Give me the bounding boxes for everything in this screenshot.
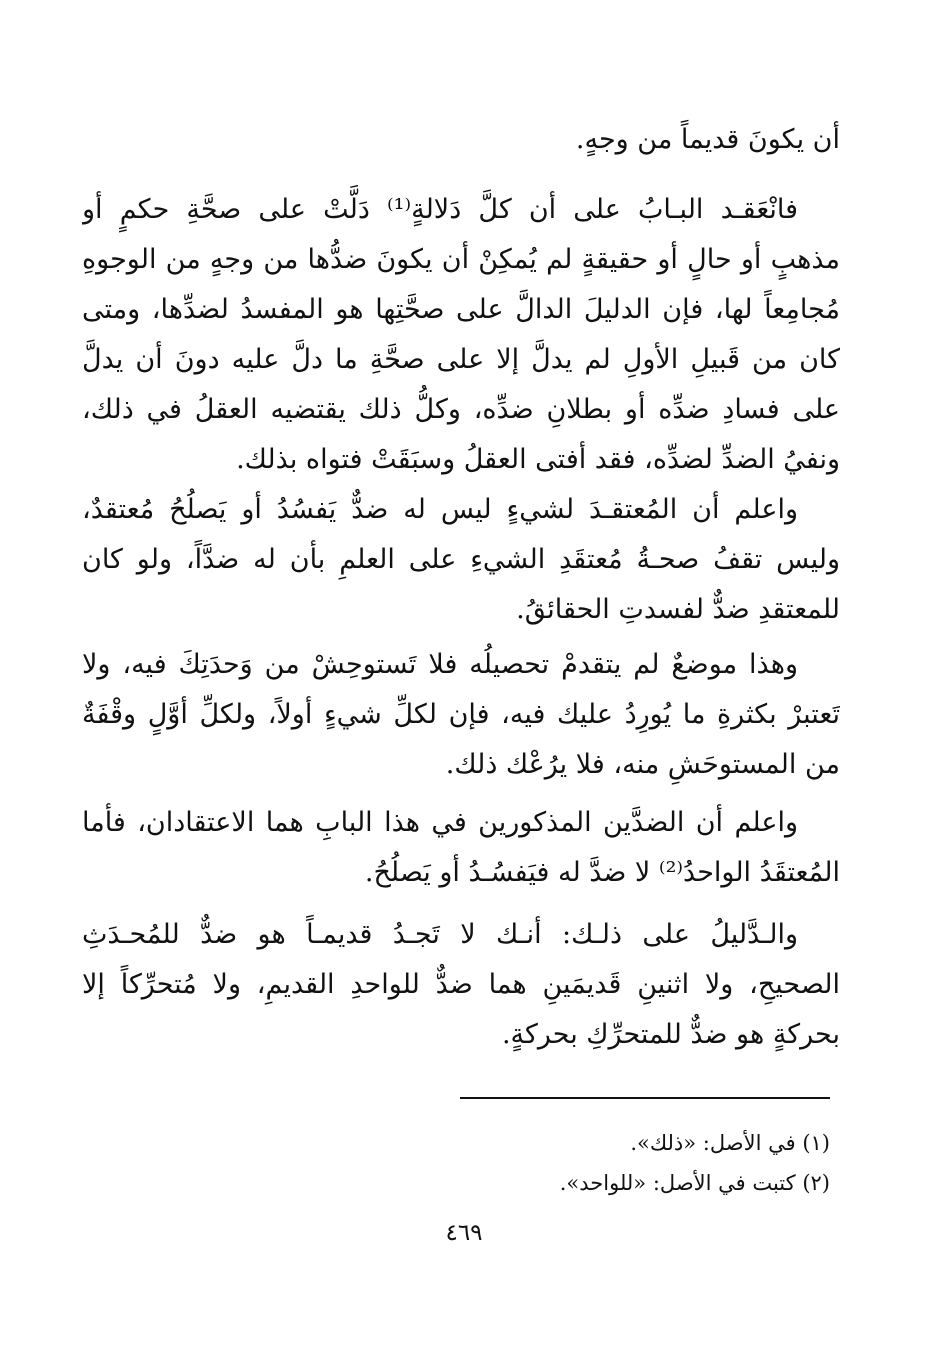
text-line: أن يكونَ قديماً من وجهٍ. — [575, 124, 840, 155]
paragraph-last-line: المُعتقَدُ الواحدُ⁽²⁾ لا ضدَّ له فيَفسُـدُ أو يَصلُحُ. — [364, 857, 840, 888]
paragraph-first-line: والـدَّليلُ على ذلـك: أنـك لا تَجـدُ قديمـاً هو ضدٌّ للمُحـدَثِ — [82, 919, 798, 950]
paragraph-last-line: للمعتقدِ ضدٌّ لفسدتِ الحقائقُ. — [516, 594, 840, 625]
text-line: كان من قَبيلِ الأولِ لم يدلَّ إلا على صحَّةِ ما دلَّ عليه دونَ أن يدلَّ — [82, 344, 840, 375]
footnote-separator — [460, 1097, 830, 1099]
paragraph-last-line: بحركةٍ هو ضدٌّ للمتحرِّكِ بحركةٍ. — [501, 1019, 840, 1050]
footnote-2: (٢) كتبت في الأصل: «للواحد». — [559, 1171, 830, 1195]
text-line: الصحيحِ، ولا اثنينِ قَديمَينِ هما ضدٌّ للواحدِ القديمِ، ولا مُتحرِّكاً إلا — [82, 969, 840, 1000]
paragraph-first-line: واعلم أن الضدَّين المذكورين في هذا البابِ هما الاعتقادان، فأما — [82, 807, 798, 838]
text-line: تَعتبرْ بكثرةِ ما يُورِدُ عليك فيه، فإن لكلِّ شيءٍ أولاً، ولكلِّ أوَّلٍ وقْفَةٌ — [82, 699, 840, 730]
page-number: ٤٦٩ — [445, 1220, 483, 1246]
text-line: وليس تقفُ صحـةُ مُعتقَدِ الشيءِ على العلمِ بأن له ضدَّاً، ولو كان — [82, 544, 840, 575]
footnote-1: (١) في الأصل: «ذلك». — [630, 1131, 830, 1155]
paragraph-first-line: وهذا موضعٌ لم يتقدمْ تحصيلُه فلا تَستوحِشْ من وَحدَتِكَ فيه، ولا — [82, 649, 798, 680]
paragraph-first-line: واعلم أن المُعتقـدَ لشيءٍ ليس له ضدٌّ يَفسُدُ أو يَصلُحُ مُعتقدٌ، — [82, 494, 798, 525]
paragraph-last-line: من المستوحَشِ منه، فلا يرُعْك ذلك. — [445, 749, 840, 780]
text-line: مُجامِعاً لها، فإن الدليلَ الدالَّ على صحَّتِها هو المفسدُ لضدِّها، ومتى — [82, 294, 840, 325]
text-line: على فسادِ ضدِّه أو بطلانِ ضدِّه، وكلُّ ذلك يقتضيه العقلُ في ذلك، — [82, 394, 840, 425]
text-line: مذهبٍ أو حالٍ أو حقيقةٍ لم يُمكِنْ أن يكونَ ضدُّها من وجهٍ من الوجوهِ — [82, 244, 840, 275]
paragraph-last-line: ونفيُ الضدِّ لضدِّه، فقد أفتى العقلُ وسبَقَتْ فتواه بذلك. — [236, 444, 840, 475]
paragraph-first-line: فانْعَقـد البـابُ على أن كلَّ دَلالةٍ⁽¹⁾ دَلَّتْ على صحَّةِ حكمٍ أو — [82, 194, 798, 225]
